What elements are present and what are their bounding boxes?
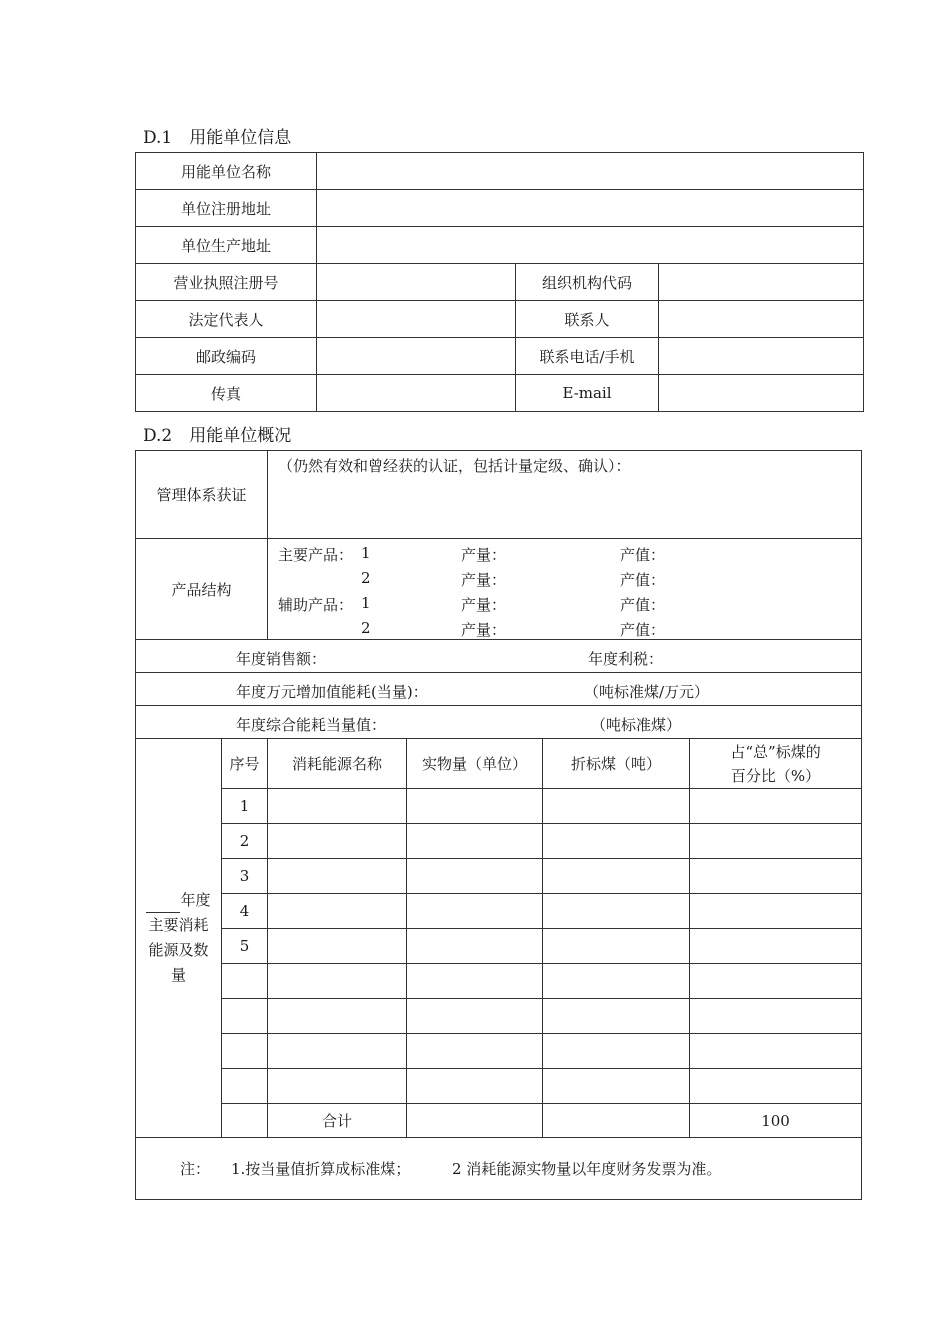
org-code-field[interactable] xyxy=(659,264,864,301)
main-output-1-label: 产量： xyxy=(461,546,507,564)
energy-name-cell[interactable] xyxy=(268,859,407,894)
row-num-1: 1 xyxy=(222,789,268,824)
side-line-3: 能源及数 xyxy=(148,941,209,959)
fax-field[interactable] xyxy=(317,375,516,412)
total-energy-label: 年度综合能耗当量值： xyxy=(236,715,387,734)
annual-profit-tax-label: 年度利税： xyxy=(588,649,664,668)
contact-field[interactable] xyxy=(659,301,864,338)
physical-qty-cell[interactable] xyxy=(407,964,543,999)
annual-sales-label: 年度销售额： xyxy=(236,649,327,668)
coal-equiv-cell[interactable] xyxy=(543,859,690,894)
coal-equiv-cell[interactable] xyxy=(543,929,690,964)
email-label: E-mail xyxy=(516,375,659,412)
cert-hint: （仍然有效和曾经获的认证，包括计量定级、确认）： xyxy=(278,457,631,475)
coal-equiv-cell[interactable] xyxy=(543,789,690,824)
header-physical-qty: 实物量（单位） xyxy=(407,739,543,789)
coal-equiv-cell[interactable] xyxy=(543,1034,690,1069)
main-product-label: 主要产品： xyxy=(278,546,354,564)
coal-equiv-cell[interactable] xyxy=(543,894,690,929)
email-field[interactable] xyxy=(659,375,864,412)
aux-value-1-label: 产值： xyxy=(620,596,666,614)
cert-field[interactable] xyxy=(268,451,862,539)
energy-name-cell[interactable] xyxy=(268,894,407,929)
product-label: 产品结构 xyxy=(136,539,268,640)
energy-side-label xyxy=(136,739,222,1138)
sales-row[interactable] xyxy=(136,640,862,673)
total-label: 合计 xyxy=(268,1104,407,1138)
contact-label: 联系人 xyxy=(516,301,659,338)
row-num-5: 5 xyxy=(222,929,268,964)
energy-per-value-label: 年度万元增加值能耗(当量)： xyxy=(236,682,428,701)
percent-cell[interactable] xyxy=(690,789,862,824)
row-num-blank[interactable] xyxy=(222,999,268,1034)
unit-name-field[interactable] xyxy=(317,153,864,190)
reg-address-label: 单位注册地址 xyxy=(136,190,317,227)
energy-name-cell[interactable] xyxy=(268,999,407,1034)
aux-output-2-label: 产量： xyxy=(461,621,507,639)
phone-field[interactable] xyxy=(659,338,864,375)
aux-product-num-1: 1 xyxy=(361,594,371,612)
section-title-d2: D.2 用能单位概况 xyxy=(143,426,292,446)
energy-name-cell[interactable] xyxy=(268,1034,407,1069)
energy-name-cell[interactable] xyxy=(268,964,407,999)
aux-product-label: 辅助产品： xyxy=(278,596,354,614)
physical-qty-cell[interactable] xyxy=(407,824,543,859)
header-coal-equiv: 折标煤（吨） xyxy=(543,739,690,789)
side-line-2: 主要消耗 xyxy=(148,916,209,934)
note-label: 注： xyxy=(180,1160,211,1178)
fax-label: 传真 xyxy=(136,375,317,412)
percent-cell[interactable] xyxy=(690,859,862,894)
unit-overview-table xyxy=(135,450,862,1200)
percent-cell[interactable] xyxy=(690,894,862,929)
energy-name-cell[interactable] xyxy=(268,929,407,964)
coal-equiv-cell[interactable] xyxy=(543,964,690,999)
main-value-1-label: 产值： xyxy=(620,546,666,564)
total-physical-qty[interactable] xyxy=(407,1104,543,1138)
product-structure xyxy=(268,539,862,640)
year-suffix: 年度 xyxy=(180,891,211,909)
coal-equiv-cell[interactable] xyxy=(543,1069,690,1104)
aux-product-num-2: 2 xyxy=(361,619,371,637)
prod-address-label: 单位生产地址 xyxy=(136,227,317,264)
license-label: 营业执照注册号 xyxy=(136,264,317,301)
note-item-1: 1.按当量值折算成标准煤； xyxy=(231,1160,411,1178)
header-seq: 序号 xyxy=(222,739,268,789)
org-code-label: 组织机构代码 xyxy=(516,264,659,301)
main-product-num-2: 2 xyxy=(361,569,371,587)
row-num-2: 2 xyxy=(222,824,268,859)
total-percent: 100 xyxy=(690,1104,862,1138)
coal-equiv-cell[interactable] xyxy=(543,999,690,1034)
row-num-blank[interactable] xyxy=(222,1034,268,1069)
main-product-num-1: 1 xyxy=(361,544,371,562)
percent-cell[interactable] xyxy=(690,1069,862,1104)
total-energy-unit: （吨标准煤） xyxy=(591,715,682,734)
legal-rep-field[interactable] xyxy=(317,301,516,338)
energy-name-cell[interactable] xyxy=(268,824,407,859)
header-percent-line2: 百分比（%） xyxy=(730,766,821,785)
physical-qty-cell[interactable] xyxy=(407,894,543,929)
main-output-2-label: 产量： xyxy=(461,571,507,589)
cert-label: 管理体系获证 xyxy=(136,451,268,539)
header-percent-line1: 占“总”标煤的 xyxy=(730,742,821,761)
row-num-3: 3 xyxy=(222,859,268,894)
header-percent xyxy=(690,739,862,789)
row-num-blank[interactable] xyxy=(222,964,268,999)
row-num-4: 4 xyxy=(222,894,268,929)
header-energy-name: 消耗能源名称 xyxy=(268,739,407,789)
postcode-label: 邮政编码 xyxy=(136,338,317,375)
note-row xyxy=(136,1138,862,1200)
percent-cell[interactable] xyxy=(690,964,862,999)
physical-qty-cell[interactable] xyxy=(407,999,543,1034)
energy-per-value-row[interactable] xyxy=(136,673,862,706)
license-field[interactable] xyxy=(317,264,516,301)
percent-cell[interactable] xyxy=(690,1034,862,1069)
energy-name-cell[interactable] xyxy=(268,789,407,824)
physical-qty-cell[interactable] xyxy=(407,1069,543,1104)
percent-cell[interactable] xyxy=(690,929,862,964)
physical-qty-cell[interactable] xyxy=(407,929,543,964)
main-value-2-label: 产值： xyxy=(620,571,666,589)
note-item-2: 2 消耗能源实物量以年度财务发票为准。 xyxy=(452,1160,722,1178)
unit-info-table xyxy=(135,152,864,412)
total-energy-row[interactable] xyxy=(136,706,862,739)
year-blank[interactable] xyxy=(146,898,180,913)
aux-value-2-label: 产值： xyxy=(620,621,666,639)
physical-qty-cell[interactable] xyxy=(407,859,543,894)
energy-per-value-unit: （吨标准煤/万元） xyxy=(584,682,710,701)
percent-cell[interactable] xyxy=(690,824,862,859)
section-title-d1: D.1 用能单位信息 xyxy=(143,128,292,148)
aux-output-1-label: 产量： xyxy=(461,596,507,614)
row-num-blank[interactable] xyxy=(222,1069,268,1104)
physical-qty-cell[interactable] xyxy=(407,789,543,824)
coal-equiv-cell[interactable] xyxy=(543,824,690,859)
total-coal-equiv[interactable] xyxy=(543,1104,690,1138)
legal-rep-label: 法定代表人 xyxy=(136,301,317,338)
unit-name-label: 用能单位名称 xyxy=(136,153,317,190)
physical-qty-cell[interactable] xyxy=(407,1034,543,1069)
side-line-4: 量 xyxy=(170,966,186,984)
percent-cell[interactable] xyxy=(690,999,862,1034)
prod-address-field[interactable] xyxy=(317,227,864,264)
energy-name-cell[interactable] xyxy=(268,1069,407,1104)
postcode-field[interactable] xyxy=(317,338,516,375)
phone-label: 联系电话/手机 xyxy=(516,338,659,375)
reg-address-field[interactable] xyxy=(317,190,864,227)
total-row-num xyxy=(222,1104,268,1138)
